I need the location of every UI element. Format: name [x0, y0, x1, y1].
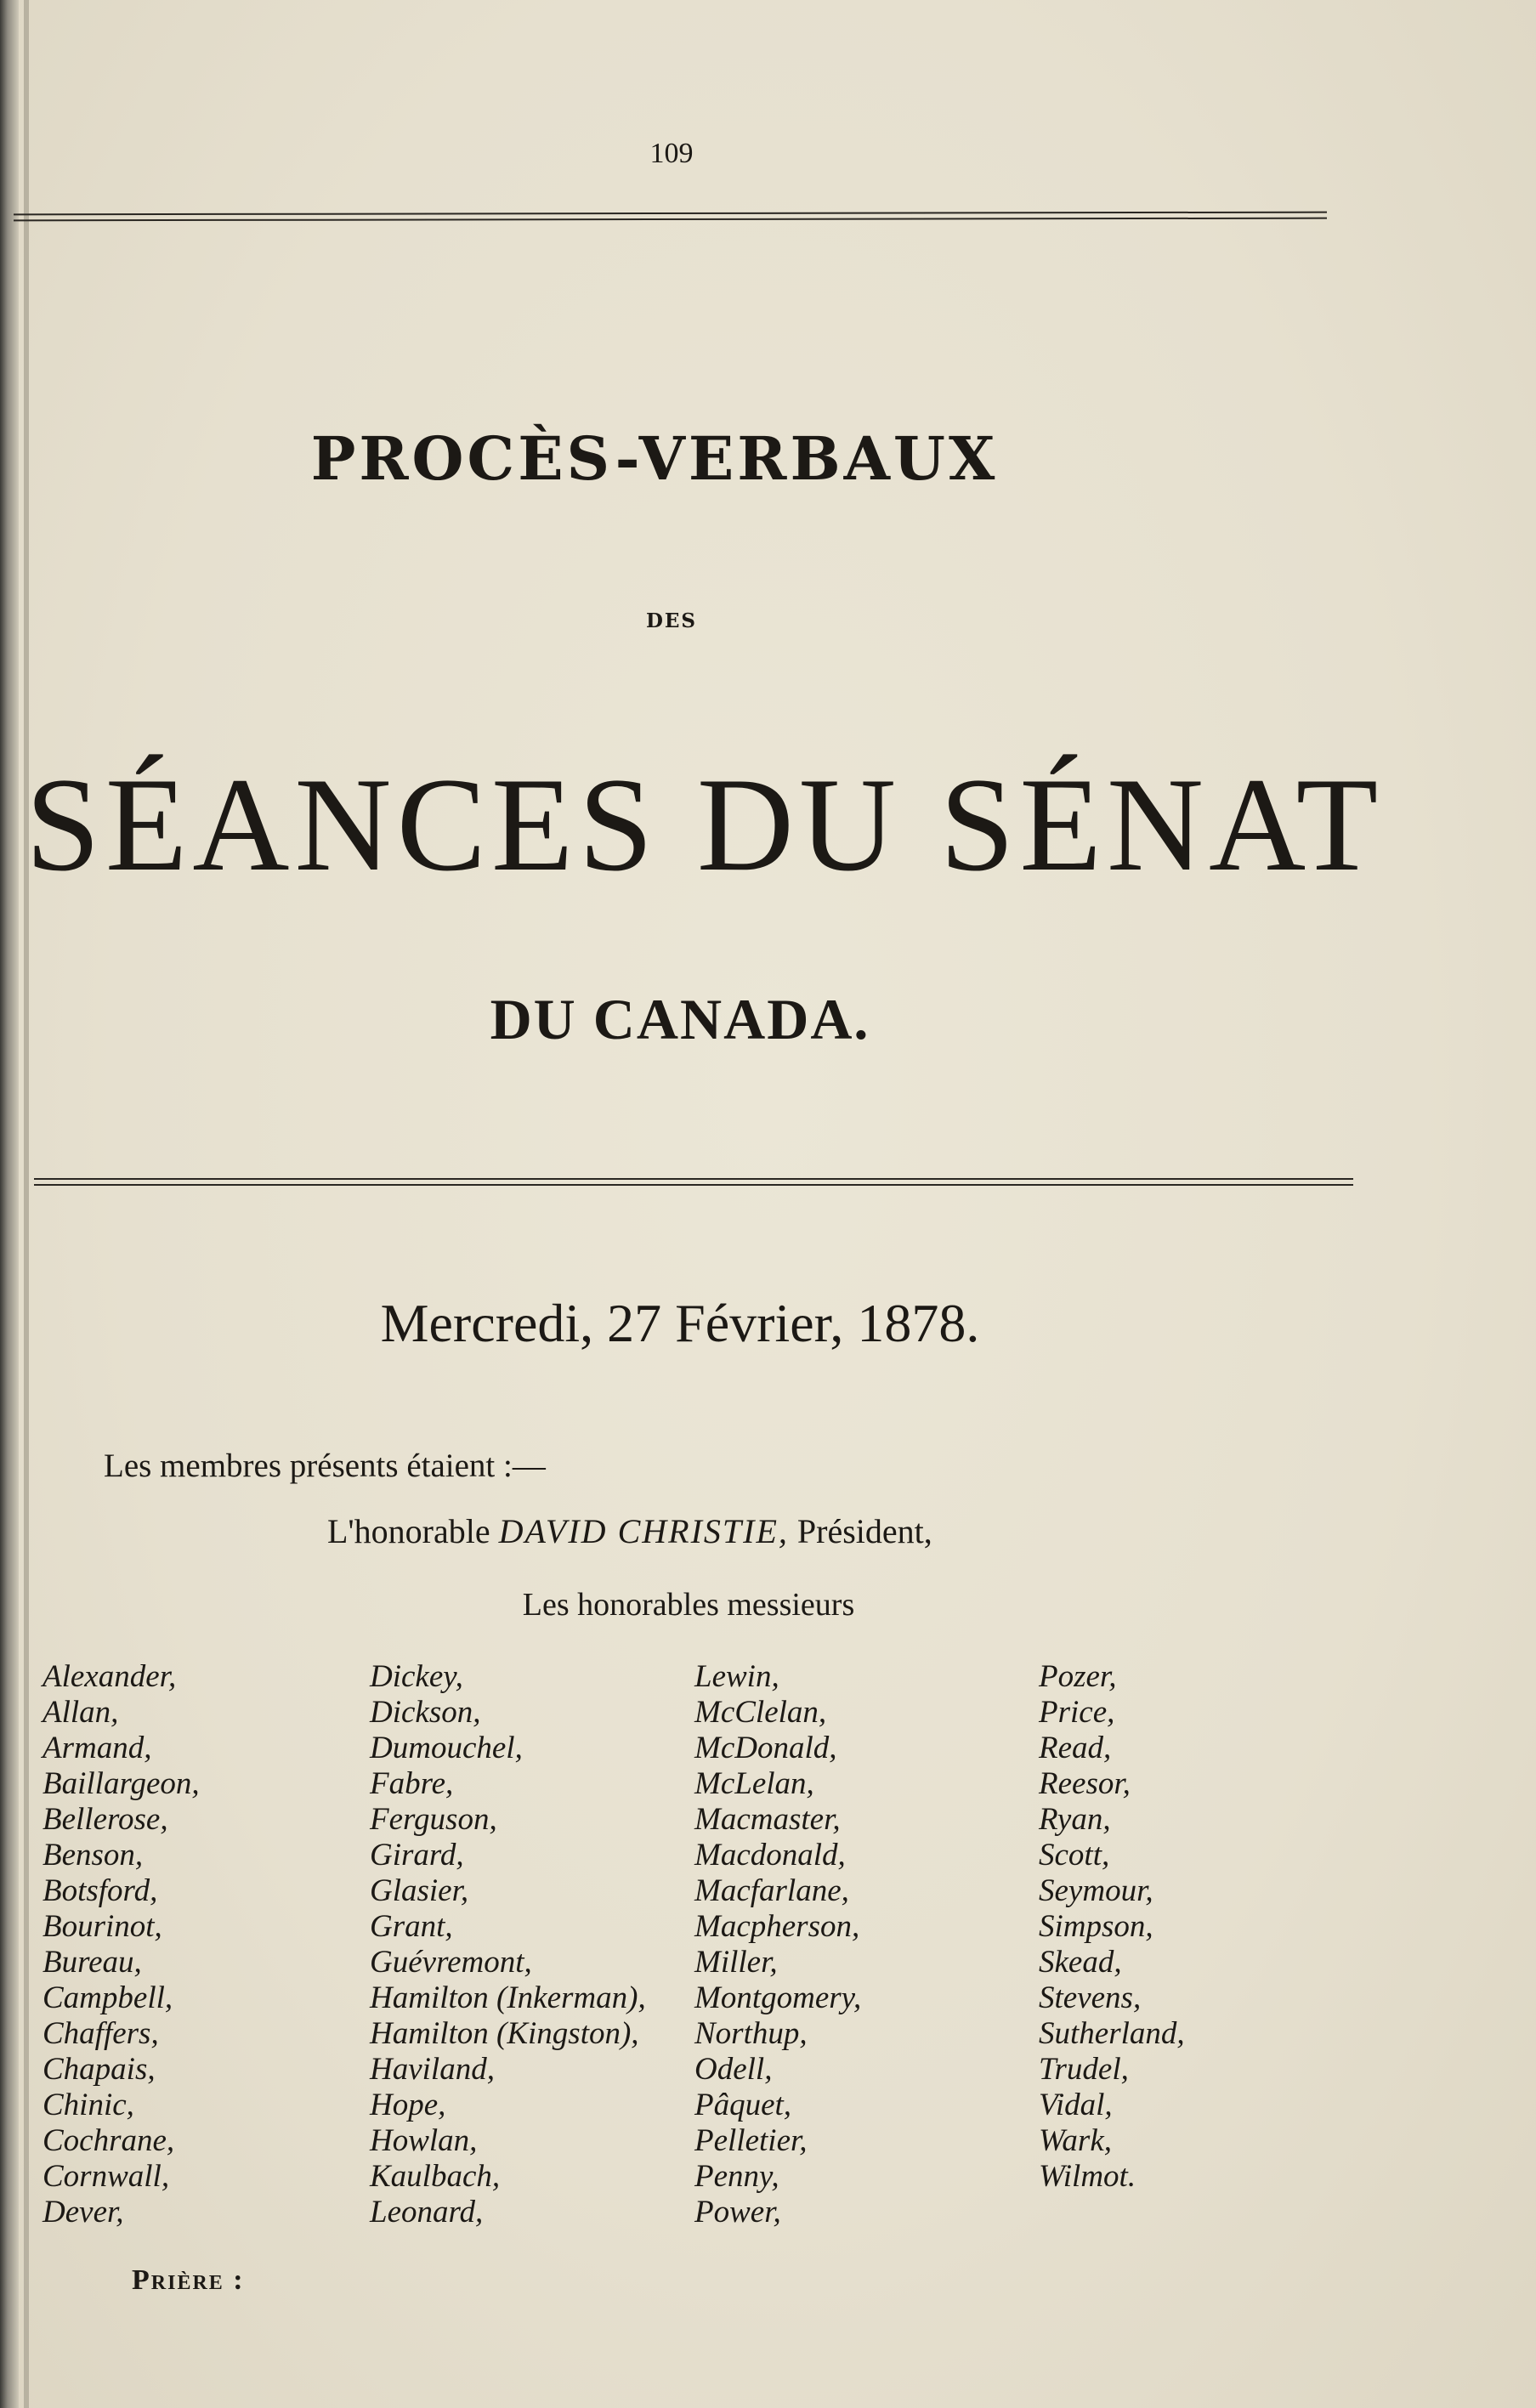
member-name: McClelan, [694, 1695, 827, 1730]
member-name: Dickey, [370, 1659, 463, 1694]
member-name: Haviland, [370, 2052, 495, 2087]
member-name: Hamilton (Kingston), [370, 2016, 639, 2051]
member-name: Kaulbach, [370, 2159, 501, 2194]
members-column-3 [694, 1659, 861, 2230]
member-name: Botsford, [43, 1873, 158, 1908]
member-name: Seymour, [1039, 1873, 1153, 1908]
member-name: Pozer, [1039, 1659, 1117, 1694]
priere-label: Prière : [132, 2264, 245, 2296]
member-name: Stevens, [1039, 1980, 1142, 2015]
member-name: Price, [1039, 1695, 1115, 1730]
member-name: Scott, [1039, 1838, 1110, 1873]
member-name: Fabre, [370, 1766, 454, 1801]
member-name: Howlan, [370, 2123, 478, 2158]
president-line [327, 1511, 1177, 1551]
session-date: Mercredi, 27 Février, 1878. [380, 1293, 980, 1353]
member-name: Glasier, [370, 1873, 469, 1908]
president-title: Président, [796, 1512, 932, 1550]
member-name: Chinic, [43, 2088, 134, 2122]
member-name: Dumouchel, [370, 1731, 523, 1765]
member-name: Alexander, [43, 1659, 177, 1694]
member-name: Guévremont, [370, 1945, 532, 1980]
president-prefix: L'honorable [327, 1512, 490, 1550]
member-name: Grant, [370, 1909, 453, 1944]
members-intro: Les membres présents étaient :— [104, 1448, 546, 1484]
member-name: Read, [1039, 1731, 1112, 1765]
members-column-1 [43, 1659, 200, 2230]
member-name: Macfarlane, [694, 1873, 849, 1908]
member-name: Wilmot. [1039, 2159, 1136, 2194]
member-name: Leonard, [370, 2195, 484, 2230]
top-double-rule [14, 212, 1327, 222]
member-name: Campbell, [43, 1980, 173, 2015]
member-name: Macdonald, [694, 1838, 846, 1873]
member-name: Hamilton (Inkerman), [370, 1980, 646, 2015]
member-name: Wark, [1039, 2123, 1112, 2158]
page-gutter-edge [24, 0, 29, 2408]
member-name: Baillargeon, [43, 1766, 200, 1801]
member-name: Lewin, [694, 1659, 779, 1694]
member-name: Simpson, [1039, 1909, 1153, 1944]
member-name: Ferguson, [370, 1802, 497, 1837]
member-name: Macmaster, [694, 1802, 841, 1837]
member-name: Reesor, [1039, 1766, 1131, 1801]
member-name: Penny, [694, 2159, 779, 2194]
member-name: Pâquet, [694, 2088, 792, 2122]
member-name: Power, [694, 2195, 781, 2230]
member-name: McDonald, [694, 1731, 837, 1765]
members-column-2 [370, 1659, 646, 2230]
member-name: Dever, [43, 2195, 124, 2230]
member-name: Trudel, [1039, 2052, 1129, 2087]
member-name: Macpherson, [694, 1909, 860, 1944]
member-name: Odell, [694, 2052, 773, 2087]
title-proces-verbaux: PROCÈS-VERBAUX [310, 423, 999, 494]
title-du-canada: DU CANADA. [490, 987, 870, 1051]
member-name: Montgomery, [694, 1980, 862, 2015]
members-column-4 [1039, 1659, 1185, 2195]
page-number: 109 [649, 138, 694, 169]
member-name: Ryan, [1039, 1802, 1111, 1837]
member-name: Vidal, [1039, 2088, 1113, 2122]
member-name: Skead, [1039, 1945, 1122, 1980]
member-name: Miller, [694, 1945, 778, 1980]
member-name: Benson, [43, 1838, 144, 1873]
member-name: Chapais, [43, 2052, 156, 2087]
member-name: Northup, [694, 2016, 808, 2051]
member-name: Girard, [370, 1838, 464, 1873]
member-name: Allan, [43, 1695, 119, 1730]
page-gutter-shadow [0, 0, 19, 2408]
member-name: Dickson, [370, 1695, 481, 1730]
member-name: Chaffers, [43, 2016, 159, 2051]
member-name: McLelan, [694, 1766, 814, 1801]
member-name: Hope, [370, 2088, 446, 2122]
title-des: DES [645, 609, 698, 632]
middle-double-rule [34, 1178, 1353, 1186]
member-name: Armand, [43, 1731, 152, 1765]
member-name: Bourinot, [43, 1909, 162, 1944]
president-name: DAVID CHRISTIE, [498, 1512, 789, 1550]
member-name: Cochrane, [43, 2123, 175, 2158]
member-name: Sutherland, [1039, 2016, 1185, 2051]
member-name: Pelletier, [694, 2123, 808, 2158]
member-name: Bellerose, [43, 1802, 168, 1837]
title-seances-du-senat: SÉANCES DU SÉNAT [26, 751, 1384, 899]
member-name: Cornwall, [43, 2159, 170, 2194]
member-name: Bureau, [43, 1945, 142, 1980]
honorables-heading: Les honorables messieurs [522, 1587, 855, 1623]
